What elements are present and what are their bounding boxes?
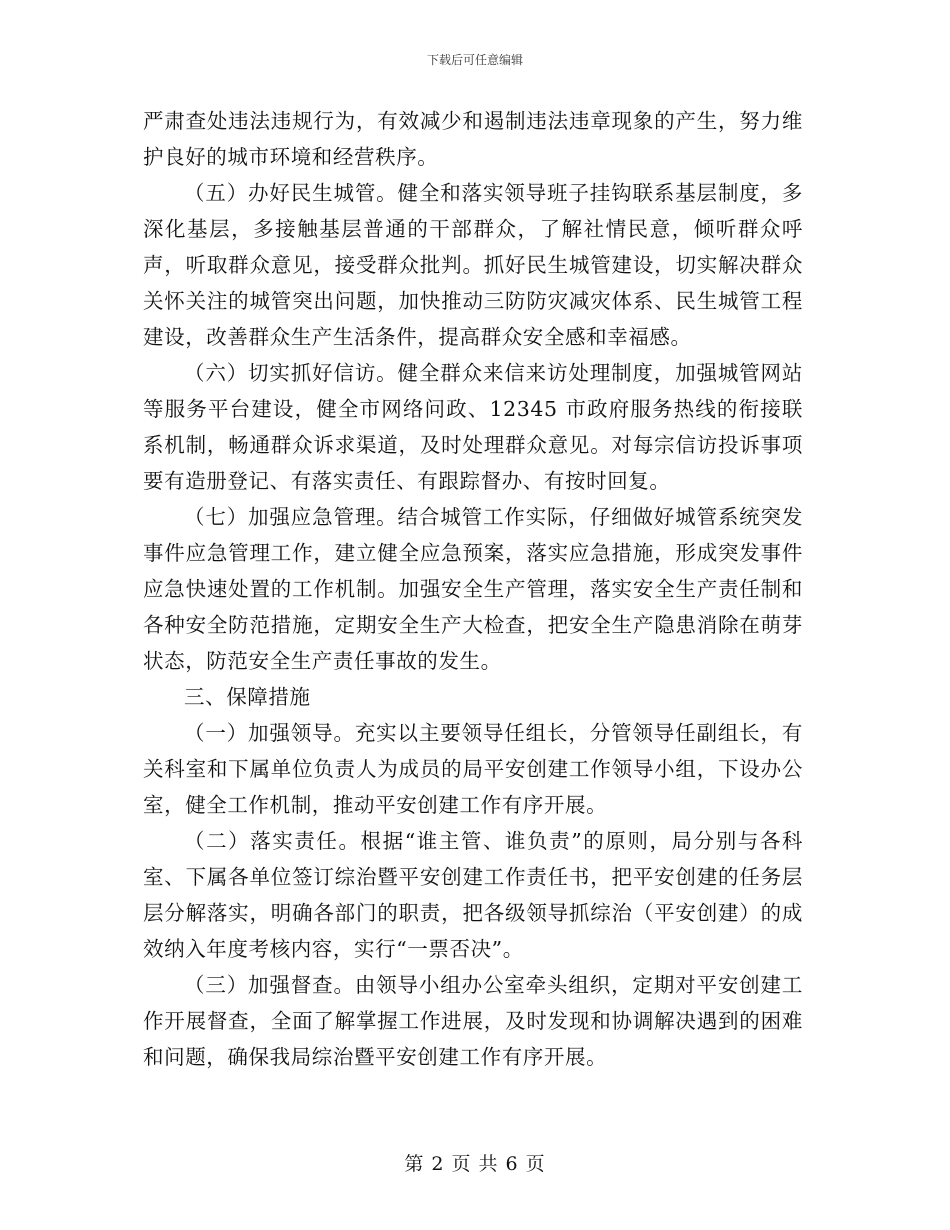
paragraph-item-5: （五）办好民生城管。健全和落实领导班子挂钩联系基层制度，多深化基层，多接触基层普通的干部群众，了解社情民意，倾听群众呼声，听取群众意见，接受群众批判。抓好民生城管建设，切实解决群众关怀关注的城管突出问题，加快推动三防防灾减灾体系、民生城管工程建设，改善群众生产生活条件，提高群众安全感和幸福感。 <box>143 181 803 349</box>
paragraph-item-6: （六）切实抓好信访。健全群众来信来访处理制度，加强城管网站等服务平台建设，健全市网络问政、12345 市政府服务热线的衔接联系机制，畅通群众诉求渠道，及时处理群众意见。对每宗信访投诉事项要有造册登记、有落实责任、有跟踪督办、有按时回复。 <box>143 361 803 493</box>
page-header: 下载后可任意编辑 <box>426 53 523 67</box>
paragraph-continuation: 严肃查处违法违规行为，有效减少和遏制违法违章现象的产生，努力维护良好的城市环境和经营秩序。 <box>143 109 803 169</box>
document-body <box>143 103 803 1075</box>
paragraph-item-7: （七）加强应急管理。结合城管工作实际，仔细做好城管系统突发事件应急管理工作，建立健全应急预案，落实应急措施，形成突发事件应急快速处置的工作机制。加强安全生产管理，落实安全生产责任制和各种安全防范措施，定期安全生产大检查，把安全生产隐患消除在萌芽状态，防范安全生产责任事故的发生。 <box>143 505 803 673</box>
paragraph-measure-1: （一）加强领导。充实以主要领导任组长，分管领导任副组长，有关科室和下属单位负责人为成员的局平安创建工作领导小组，下设办公室，健全工作机制，推动平安创建工作有序开展。 <box>143 721 803 817</box>
page-number-footer: 第 2 页 共 6 页 <box>404 1153 546 1175</box>
paragraph-measure-2: （二）落实责任。根据“谁主管、谁负责”的原则，局分别与各科室、下属各单位签订综治暨平安创建工作责任书，把平安创建的任务层层分解落实，明确各部门的职责，把各级领导抓综治（平安创建）的成效纳入年度考核内容，实行“一票否决”。 <box>143 829 803 961</box>
section-heading: 三、保障措施 <box>184 685 311 709</box>
paragraph-measure-3: （三）加强督查。由领导小组办公室牵头组织，定期对平安创建工作开展督查，全面了解掌握工作进展，及时发现和协调解决遇到的困难和问题，确保我局综治暨平安创建工作有序开展。 <box>143 973 803 1069</box>
